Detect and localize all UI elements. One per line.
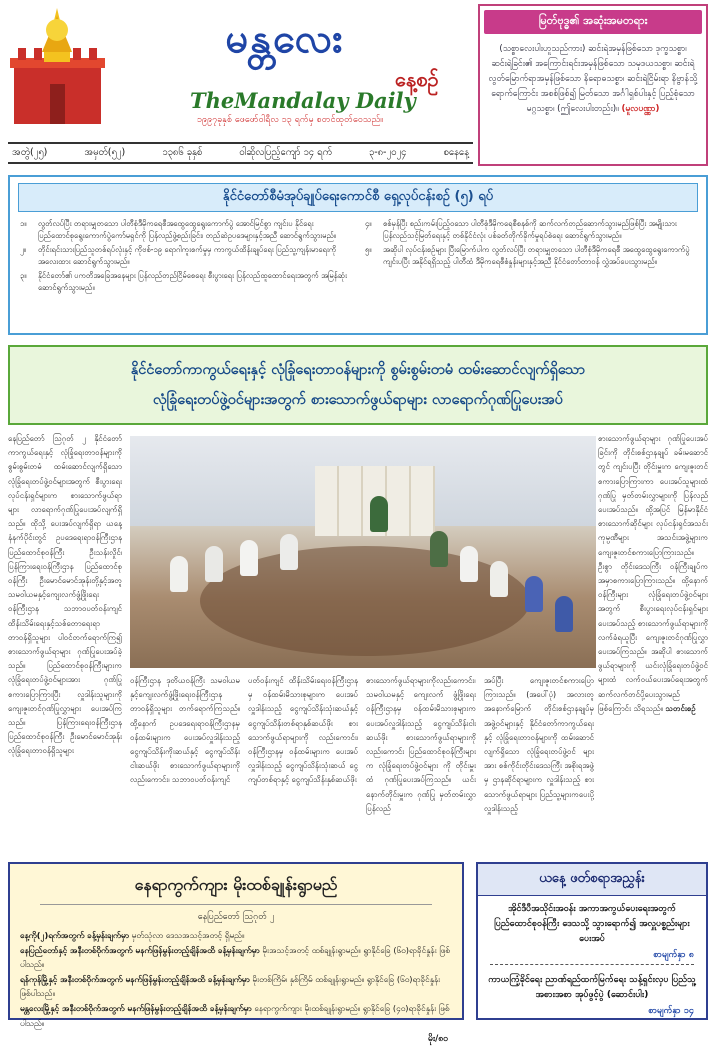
dhamma-quote-box [478,4,708,166]
contents-divider [490,964,694,965]
weather-signature: မိုး/၈၀ [428,1034,448,1045]
quote-source: (မူလပဏ္ဏာ) [621,104,660,114]
article-column-right [598,432,708,852]
roadmap-right-list [365,218,696,296]
weather-dateline: နေပြည်တော် ဩဂုတ် ၂ [197,912,275,922]
gregorian-date: ၃-၈-၂၀၂၄ [368,147,407,158]
year: ၁၃၈၆ ခုနှစ် [162,147,203,158]
weather-line: နေပြည်တော်နှင့် အနီးတစ်ဝိုက်အတွက် မနက်ဖြန်မွန်းတည့်ချိန်အထိ ခန့်မှန်းချက်မှာ မိုးအသင့်အတင့် ထစ်ချုန်းရွာမည်။ ရွာနိုင်ခြေ (၆၀)ရာခိုင်နှုန်း ဖြစ်ပါသည်။ [20,944,451,970]
contents-page-1[interactable]: စာမျက်နှာ ၈ [653,950,694,960]
roadmap-item: ၂။ တိုင်းရင်းသားပြည်သူတစ်ရပ်လုံးနှင့် ကိုဗစ်-၁၉ ရောဂါကူးစက်မှုမှ ကာကွယ်ထိန်းချုပ်ရေး ပြည်သူ့ကျန်းမာရေးကို အလေးထား ဆောင်ရွက်သွားမည်။ [20,245,337,266]
article-right-text: စားသောက်ဖွယ်ရာများ ဂုဏ်ပြုပေးအပ်ခြင်းကို တိုင်းစစ်ဌာနချုပ် ခမ်းမဆောင်တွင် ကျင်းပပြီး တိုင်းမှူးက ကျေးဇူးတင်စကားပြောကြားကာ ပေးအပ်သူများထံ ဂုဏ်ပြု မှတ်တမ်းလွှာများကို ပြန်လည်ပေးအပ်သည်။ ထို့အပြင် မြန်မာနိုင်ငံ စားသောက်ဆိုင်များ လုပ်ငန်းရှင်အသင်း ကုမ္ပဏီများ အသင်းအဖွဲ့များက ကျေးဇူးတင်စကားပြောကြားသည်။ ဦးစွာ တိုင်းဒေသကြီး ဝန်ကြီးချုပ်က အမှာစကားပြောကြားသည်။ ထို့နောက် ဝန်ကြီးများ လုံခြုံရေးတပ်ဖွဲ့ဝင်များအတွက် စီးပွားရေးလုပ်ငန်းရှင်များ ပေးအပ်သည့် စားသောက်ဖွယ်ရာများကို လက်ခံရယူပြီး ကျေးဇူးတင်ဂုဏ်ပြုလွှာ ပေးအပ်ကြသည်။ အဆိုပါ စားသောက်ဖွယ်ရာများကို ယင်းလုံခြုံရေးတပ်ဖွဲ့ဝင်များထံ လက်ဝယ်ပေးအပ်ရေးအတွက် ဆက်လက်တင်ပို့ပေးသွားမည်ဖြစ်ကြောင်း သိရသည်။ [598,434,708,713]
issue-number: အမှတ်(၅၂) [84,147,126,158]
headline-line-2: လုံခြုံရေးတပ်ဖွဲ့ဝင်များအတွက် စားသောက်ဖွယ်ရာများ လာရောက်ဂုဏ်ပြုပေးအပ် [153,392,563,408]
weather-box [8,862,464,1045]
article-photo [130,436,596,668]
roadmap-item: ၄။ စစ်မှန်ပြီး စည်းကမ်းပြည့်ဝသော ပါတီစုံဒီမိုကရေစီစနစ်ကို ဆက်လက်တည်ဆောက်သွားမည်ဖြစ်ပြီး အမျိုးသားပြန်လည်သင့်မြတ်ရေးနှင့် တစ်နိုင်ငံလုံး ပစ်ခတ်တိုက်ခိုက်မှုရပ်စဲရေး ဆောင်ရွက်သွားမည်။ [365,219,677,240]
roadmap-title: နိုင်ငံတော်စီမံအုပ်ချုပ်ရေးကောင်စီ ရှေ့လုပ်ငန်းစဉ် (၅) ရပ် [18,183,698,212]
contents-item-2[interactable]: ကာယကြံ့ခိုင်ရေး ညာဏ်ရည်ထက်မြက်ရေး သန့်ရှင်းလှပ ပြည်သူ့အစားအစာ အုပ်ဖွင့်ပွဲ (ဆောင်းပါး) [488,975,696,1000]
roadmap-item: ၁။ လွတ်လပ်ပြီး တရားမျှတသော ပါတီစုံဒီမိုကရေစီအထွေထွေရွေးကောက်ပွဲ အောင်မြင်စွာ ကျင်းပ နိုင်ရေး ပြည်ထောင်စုရွေးကောက်ပွဲကော်မရှင်ကို ပြန်လည်ဖွဲ့စည်းခြင်း၊ တည်ဆဲဥပဒေများနှင့်အညီ ဆောင်ရွက်သွားမည်။ [20,219,337,240]
weather-line: မန္တလေးမြို့နှင့် အနီးတစ်ဝိုက်အတွက် မနက်ဖြန်မွန်းတည့်ချိန်အထိ ခန့်မှန်းချက်မှာ နေရာကွက်ကျား မိုးထစ်ချုန်းရွာမည်။ ရွာနိုင်ခြေ (၄၀)ရာခိုင်နှုန်း ဖြစ်ပါသည်။ [20,1002,450,1028]
roadmap-box [8,175,708,335]
newspaper-logo [10,6,105,124]
volume: အတွဲ(၂၅) [12,147,48,158]
quote-title: မြတ်ဗုဒ္ဓ၏ အဆုံးအမတရား [484,10,702,34]
article-column-5: အပ်ပြီး ကျေးဇူးတင်စကားပြောကြားသည်။ (အပေါ်ပုံ) အလားတူ အနောက်မြောက် တိုင်းစစ်ဌာနချုပ်မှ အဖွဲ့ဝင်များနှင့် နိုင်ငံတော်ကာကွယ်ရေးနှင့် လုံခြုံရေးတာဝန်များကို ထမ်းဆောင် လျက်ရှိသော လုံခြုံရေးတပ်ဖွဲ့ဝင် များအား စစ်ကိုင်းတိုင်းဒေသကြီး အစိုးရအဖွဲ့မှ ဌာနဆိုင်ရာများက လှူဒါန်းသည့် စားသောက်ဖွယ်ရာများ ပြည်သူ့များကပေးပို့လှူဒါန်းသည့် [484,676,594,813]
lead-headline [8,345,708,425]
weekday: စနေနေ့ [443,147,469,158]
contents-page-2[interactable]: စာမျက်နှာ ၁၄ [648,1006,694,1016]
article-column-1: နေပြည်တော် ဩဂုတ် ၂ နိုင်ငံတော်ကာကွယ်ရေးနှင့် လုံခြုံရေးတာဝန်များကို စွမ်းစွမ်းတမံ ထမ်းဆောင်လျက်ရှိသော လုံခြုံရေးတပ်ဖွဲ့ဝင်များအတွက် စီးပွားရေးလုပ်ငန်းရှင်များက စားသောက်ဖွယ်ရာများ လာရောက်ဂုဏ်ပြုပေးအပ်လျက်ရှိသည်။ ထိုသို့ ပေးအပ်လျက်ရှိရာ ယနေ့နံနက်ပိုင်းတွင် ဥပဒေရေးရာဝန်ကြီးဌာန ပြည်ထောင်စုဝန်ကြီး ဦးသန်းလှိုင်၊ ပြန်ကြားရေးဝန်ကြီးဌာန ပြည်ထောင်စုဝန်ကြီး ဦးမောင်မောင်အုန်းတို့နှင့်အတူ သမဝါယမနှင့်ကျေးလက်ဖွံ့ဖြိုးရေးဝန်ကြီးဌာန သဘာဝပတ်ဝန်းကျင်ထိန်းသိမ်းရေးနှင့်သစ်တောရေးရာ တာဝန်ရှိသူများ ပါဝင်တက်ရောက်ကြ၍ စားသောက်ဖွယ်ရာများ ဂုဏ်ပြုပေးအပ်ခဲ့သည်။ ပြည်ထောင်စုဝန်ကြီးများက လုံခြုံရေးတပ်ဖွဲ့ဝင်များအား ဂုဏ်ပြုစကားပြောကြားပြီး လှူဒါန်းသူများကို ကျေးဇူးတင်ဂုဏ်ပြုလွှာများ ပေးအပ်ကြသည်။ ပြန်ကြားရေးဝန်ကြီးဌာန ပြည်ထောင်စုဝန်ကြီး ဦးမောင်မောင်အုန်း လုံခြုံရေးတာဝန်ရှိသူများ [8,434,122,756]
weather-line: ရန်ကုန်မြို့နှင့် အနီးတစ်ဝိုက်အတွက် မနက်ဖြန်မွန်းတည့်ချိန်အထိ ခန့်မှန်းချက်မှာ မိုးတစ်ကြိမ်၊ နှစ်ကြိမ် ထစ်ချုန်းရွာမည်။ ရွာနိုင်ခြေ (၆၀)ရာခိုင်နှုန်း ဖြစ်ပါသည်။ [20,973,441,999]
article-column-2: ဝန်ကြီးဌာန ဒုတိယဝန်ကြီး သမဝါယမနှင့်ကျေးလက်ဖွံ့ဖြိုးရေးဝန်ကြီးဌာန တာဝန်ရှိသူများ တက်ရောက်ကြသည်။ ထို့နောက် ဥပဒေရေးရာဝန်ကြီးဌာနမှ ဝန်ထမ်းများက ပေးအပ်လှူဒါန်းသည့် ငွေကျပ်သိန်းကိုးဆယ်နှင့် ငွေကျပ်သိန်းငါးဆယ်ဖိုး စားသောက်ဖွယ်ရာများကို လည်းကောင်း၊ သဘာဝပတ်ဝန်းကျင် [130,676,240,785]
contents-title: ယနေ့ ဖတ်စရာအညွှန်း [478,864,706,896]
roadmap-left-list [20,218,351,296]
article-column-4: စားသောက်ဖွယ်ရာများကိုလည်းကောင်း၊ သမဝါယမနှင့် ကျေးလက် ဖွံ့ဖြိုးရေးဝန်ကြီးဌာနမှ ဝန်ထမ်းမိသားစုများက ပေးအပ်လှူဒါန်းသည့် ငွေကျပ်သိန်းငါးဆယ်ဖိုး စားသောက်ဖွယ်ရာများကို လည်းကောင်း ပြည်ထောင်စုဝန်ကြီးများက လုံခြုံရေးတပ်ဖွဲ့ဝင်များ ကို တိုင်းမှူးထံ ဂုဏ်ပြုပေးအပ်ကြသည်။ ယင်းနောက်တိုင်းမှူးက ဂုဏ်ပြု မှတ်တမ်းလွှာ ပြန်လည် [366,676,476,813]
issue-date-bar [8,142,473,164]
contents-item-1[interactable]: အိုင်ဒီပီအသိုင်းအဝန်း အကာအကွယ်ပေးရေးအတွက် ပြည်ထောင်စုဝန်ကြီး ဒေသသို့ သွားရောက်၍ အလှူပစ္စည်းများ ပေးအပ် [494,904,690,944]
contents-box [476,862,708,1020]
roadmap-columns [10,218,706,296]
headline-line-1: နိုင်ငံတော်ကာကွယ်ရေးနှင့် လုံခြုံရေးတာဝန်များကို စွမ်းစွမ်းတမံ ထမ်းဆောင်လျက်ရှိသော [130,362,586,378]
weather-line: နေ့ကို(၂)ရက်အတွက် ခန့်မှန်းချက်မှာ မှတ်သုံလာ ဒေသအသင့်အတင့် ရှိမည်။ [20,930,245,940]
founded-line: ၁၉၉၇ခုနှစ် ဖေဖော်ဝါရီလ ၁၃ ရက်မှ စတင်ထုတ်ဝေသည်။ [196,115,384,125]
weather-body [10,924,462,1034]
article-end-mark: သတင်းစဉ် [665,703,696,713]
english-title: TheMandalay Daily [190,88,416,113]
roadmap-item: ၃။ နိုင်ငံတော်၏ ပကတိအခြေအနေများ ပြန်လည်တည်ငြိမ်စေရေး စီးပွားရေး ပြန်လည်ထူထောင်ရေးအတွက် အမြန်ဆုံး ဆောင်ရွက်သွားမည်။ [20,271,347,292]
weather-title: နေရာကွက်ကျား မိုးထစ်ချုန်းရွာမည် [40,864,432,905]
masthead-title: မန္တလေး [225,14,345,62]
lead-article [8,432,708,854]
quote-body [480,38,706,121]
masthead-subtitle: နေ့စဉ် [395,67,439,91]
lunar-date: ဝါဆိုလပြည့်ကျော် ၁၄ ရက် [239,147,332,158]
quote-text: (သစ္စာလေးပါးဟူသည်ကား) ဆင်းရဲအမှန်ဖြစ်သော ဒုက္ခသစ္စာ၊ ဆင်းရဲခြင်း၏ အကြောင်းရင်းအမှန်ဖြစ်သော သမုဒယသစ္စာ၊ ဆင်းရဲ လွတ်မြောက်ရာအမှန်ဖြစ်သော နိရောဓသစ္စာ၊ ဆင်းရဲငြိမ်းရာ နိဗ္ဗာန်သို့ရောက်ကြောင်း အစစ်ဖြစ်၍ မြတ်သော အင်္ဂါရှစ်ပါးနှင့် ပြည့်စုံသော မဂ္ဂသစ္စာ၊ (ဤလေးပါးတည်း)။ [488,44,698,114]
article-column-3: ပတ်ဝန်းကျင် ထိန်းသိမ်းရေးဝန်ကြီးဌာနမှ ဝန်ထမ်းမိသားစုများက ပေးအပ်လှူဒါန်းသည့် ငွေကျပ်သိန်းသုံးဆယ်နှင့် ငွေကျပ်သိန်းတစ်ရာနှစ်ဆယ်ဖိုး စားသောက်ဖွယ်ရာများကို လည်းကောင်း၊ ဝန်ကြီးဌာနမှ ဝန်ထမ်းများက ပေးအပ်လှူဒါန်းသည့် ငွေကျပ်သိန်းသုံးဆယ် ငွေကျပ်တစ်ရာနှင့် ငွေကျပ်သိန်းနှစ်ဆယ်ဖိုး [248,676,358,785]
roadmap-item: ၅။ အဆိုပါ လုပ်ငန်းစဉ်များ ပြီးမြောက်ပါက လွတ်လပ်ပြီး တရားမျှတသော ပါတီစုံဒီမိုကရေစီ အထွေထွေရွေးကောက်ပွဲ ကျင်းပပြီး အနိုင်ရရှိသည့် ပါတီထံ ဒီမိုကရေစီစံနှုန်းများနှင့်အညီ နိုင်ငံတော်တာဝန် လွှဲအပ်ပေးသွားမည်။ [365,245,690,266]
